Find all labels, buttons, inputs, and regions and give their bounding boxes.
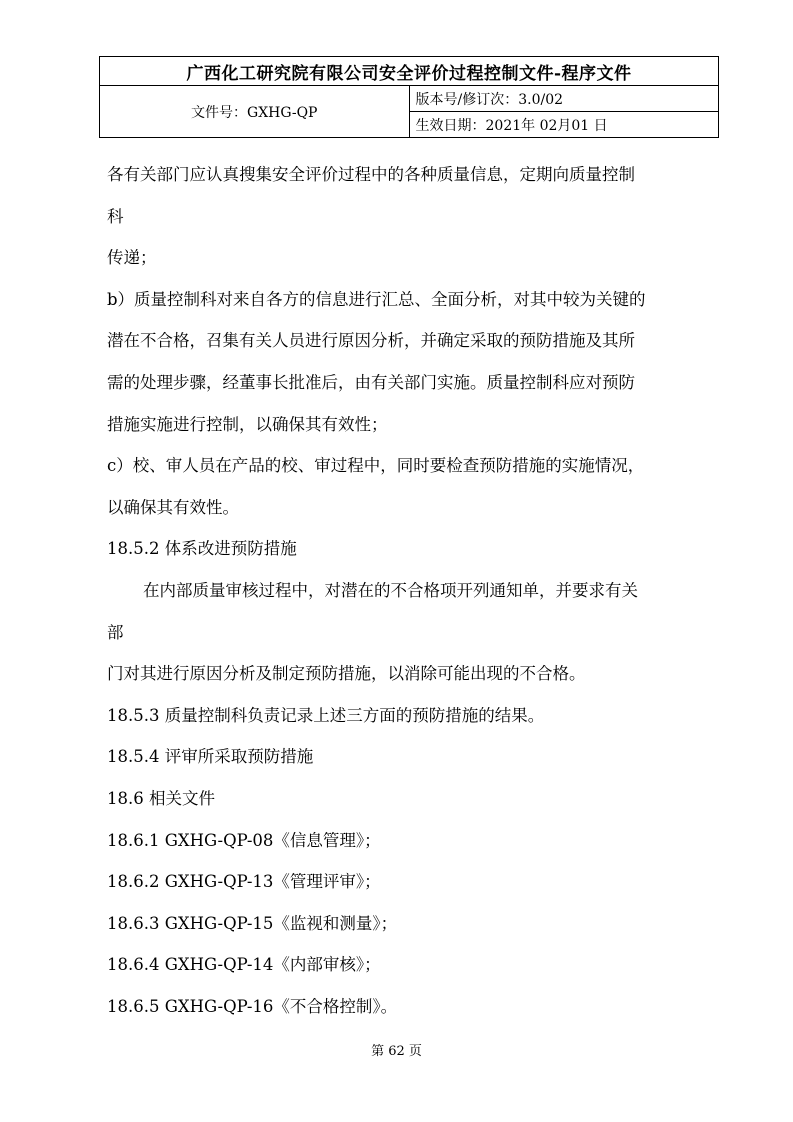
reference-item: 18.6.3 GXHG-QP-15《监视和测量》；	[107, 913, 398, 933]
body-line: 措施实施进行控制，以确保其有效性；	[107, 414, 388, 434]
body-line: b）质量控制科对来自各方的信息进行汇总、全面分析，对其中较为关键的	[107, 289, 646, 309]
document-header-table	[99, 56, 719, 138]
page-number: 第 62 页	[371, 1044, 422, 1059]
effective-date: 生效日期：2021年 02月01 日	[409, 112, 719, 138]
reference-item: 18.6.5 GXHG-QP-16《不合格控制》。	[107, 996, 398, 1016]
document-body	[107, 154, 717, 1027]
body-line: 需的处理步骤，经董事长批准后，由有关部门实施。质量控制科应对预防	[107, 372, 635, 392]
reference-item: 18.6.2 GXHG-QP-13《管理评审》；	[107, 872, 381, 892]
file-number: 文件号：GXHG-QP	[100, 86, 410, 138]
body-line: 潜在不合格，召集有关人员进行原因分析，并确定采取的预防措施及其所	[107, 331, 635, 351]
reference-item: 18.6.4 GXHG-QP-14《内部审核》；	[107, 955, 381, 975]
body-line: 在内部质量审核过程中，对潜在的不合格项开列通知单，并要求有关	[143, 580, 638, 600]
section-heading: 18.5.3 质量控制科负责记录上述三方面的预防措施的结果。	[107, 705, 545, 725]
reference-item: 18.6.1 GXHG-QP-08《信息管理》；	[107, 830, 381, 850]
body-line: c）校、审人员在产品的校、审过程中，同时要检查预防措施的实施情况，	[107, 456, 645, 476]
section-heading: 18.6 相关文件	[107, 788, 215, 808]
document-title: 广西化工研究院有限公司安全评价过程控制文件-程序文件	[100, 57, 719, 86]
section-heading: 18.5.4 评审所采取预防措施	[107, 747, 314, 767]
body-line: 门对其进行原因分析及制定预防措施，以消除可能出现的不合格。	[107, 664, 586, 684]
body-line: 科	[107, 206, 124, 226]
body-line: 以确保其有效性。	[107, 497, 239, 517]
section-heading: 18.5.2 体系改进预防措施	[107, 539, 297, 559]
body-line: 传递；	[107, 248, 157, 268]
body-line: 各有关部门应认真搜集安全评价过程中的各种质量信息，定期向质量控制	[107, 165, 635, 184]
body-line: 部	[107, 622, 124, 642]
version-revision: 版本号/修订次：3.0/02	[409, 86, 719, 112]
